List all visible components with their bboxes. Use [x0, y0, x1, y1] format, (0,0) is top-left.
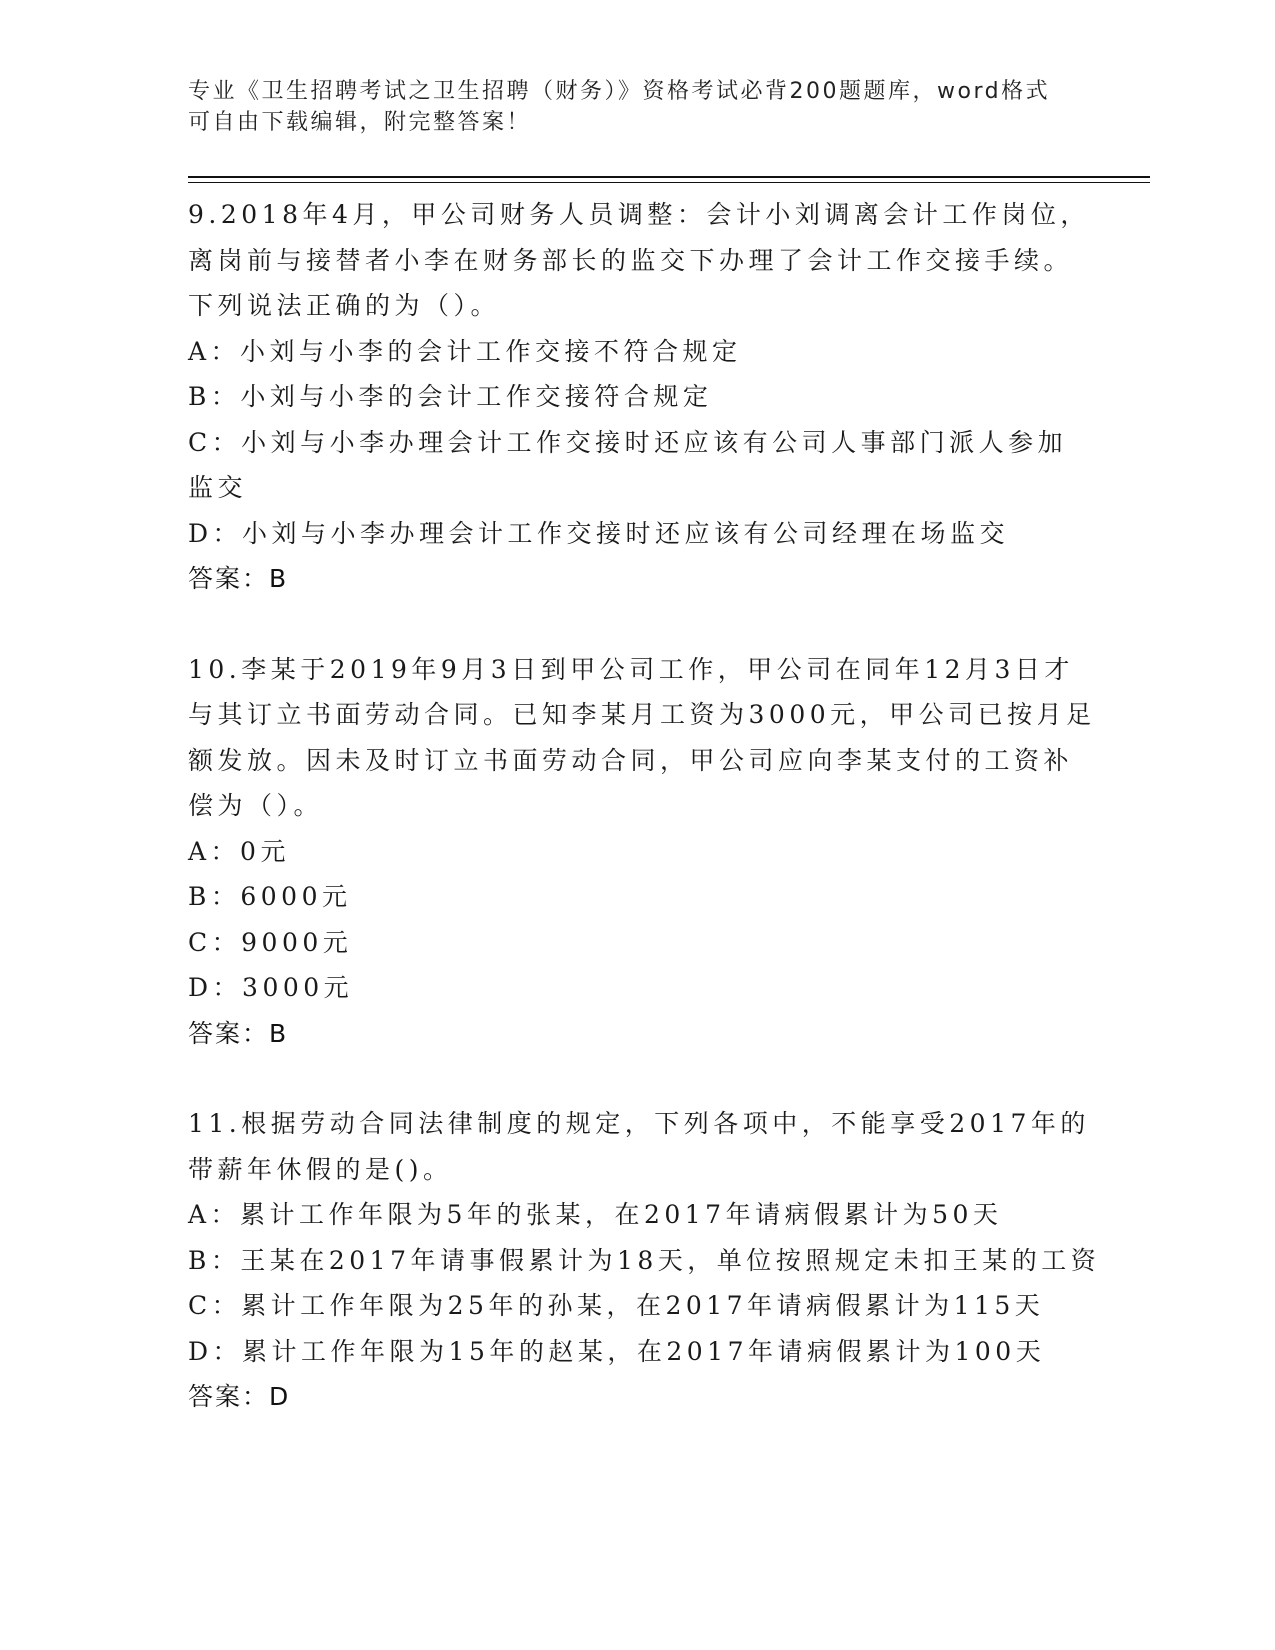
option-c: C：9000元 — [188, 927, 353, 957]
question-stem-line: 偿为（）。 — [188, 791, 324, 820]
question-spacer — [188, 1056, 1088, 1101]
question-stem-line: 10.李某于2019年9月3日到甲公司工作，甲公司在同年12月3日才 — [188, 654, 1074, 684]
question-spacer — [188, 602, 1088, 647]
question-stem-line: 9.2018年4月，甲公司财务人员调整：会计小刘调离会计工作岗位， — [188, 200, 1090, 229]
answer-label: 答案：D — [188, 1382, 291, 1411]
header-line-1: 专业《卫生招聘考试之卫生招聘（财务）》资格考试必背200题题库，word格式 — [188, 79, 1051, 104]
question-stem-line: 离岗前与接替者小李在财务部长的监交下办理了会计工作交接手续。 — [188, 245, 1074, 275]
question-11 — [188, 1101, 1101, 1420]
answer-label: 答案：B — [188, 564, 289, 593]
question-stem-line: 11.根据劳动合同法律制度的规定，下列各项中，不能享受2017年的 — [188, 1109, 1090, 1138]
option-a: A：小刘与小李的会计工作交接不符合规定 — [188, 336, 742, 366]
header-divider-thin — [188, 182, 1150, 183]
option-d: D：累计工作年限为15年的赵某，在2017年请病假累计为100天 — [188, 1336, 1046, 1366]
question-stem-line: 与其订立书面劳动合同。已知李某月工资为3000元，甲公司已按月足 — [188, 700, 1096, 729]
option-a: A：0元 — [188, 836, 290, 866]
header-line-2: 可自由下载编辑，附完整答案！ — [188, 110, 532, 135]
option-b: B：小刘与小李的会计工作交接符合规定 — [188, 382, 713, 411]
option-d: D：小刘与小李办理会计工作交接时还应该有公司经理在场监交 — [188, 518, 1010, 548]
option-c: C：小刘与小李办理会计工作交接时还应该有公司人事部门派人参加监交 — [188, 427, 1068, 502]
question-stem-line: 下列说法正确的为（）。 — [188, 291, 501, 320]
question-list — [188, 192, 1101, 1420]
document-header — [188, 76, 1088, 138]
option-b: B：6000元 — [188, 882, 352, 911]
question-10 — [188, 647, 1096, 1057]
option-d: D：3000元 — [188, 973, 354, 1002]
header-divider-thick — [188, 176, 1150, 178]
question-9 — [188, 192, 1088, 602]
question-stem-line: 带薪年休假的是()。 — [188, 1154, 453, 1184]
answer-label: 答案：B — [188, 1018, 289, 1048]
option-c: C：累计工作年限为25年的孙某，在2017年请病假累计为115天 — [188, 1291, 1045, 1320]
question-stem-line: 额发放。因未及时订立书面劳动合同，甲公司应向李某支付的工资补 — [188, 745, 1074, 775]
option-b: B：王某在2017年请事假累计为18天，单位按照规定未扣王某的工资 — [188, 1245, 1101, 1275]
option-a: A：累计工作年限为5年的张某，在2017年请病假累计为50天 — [188, 1200, 1003, 1229]
